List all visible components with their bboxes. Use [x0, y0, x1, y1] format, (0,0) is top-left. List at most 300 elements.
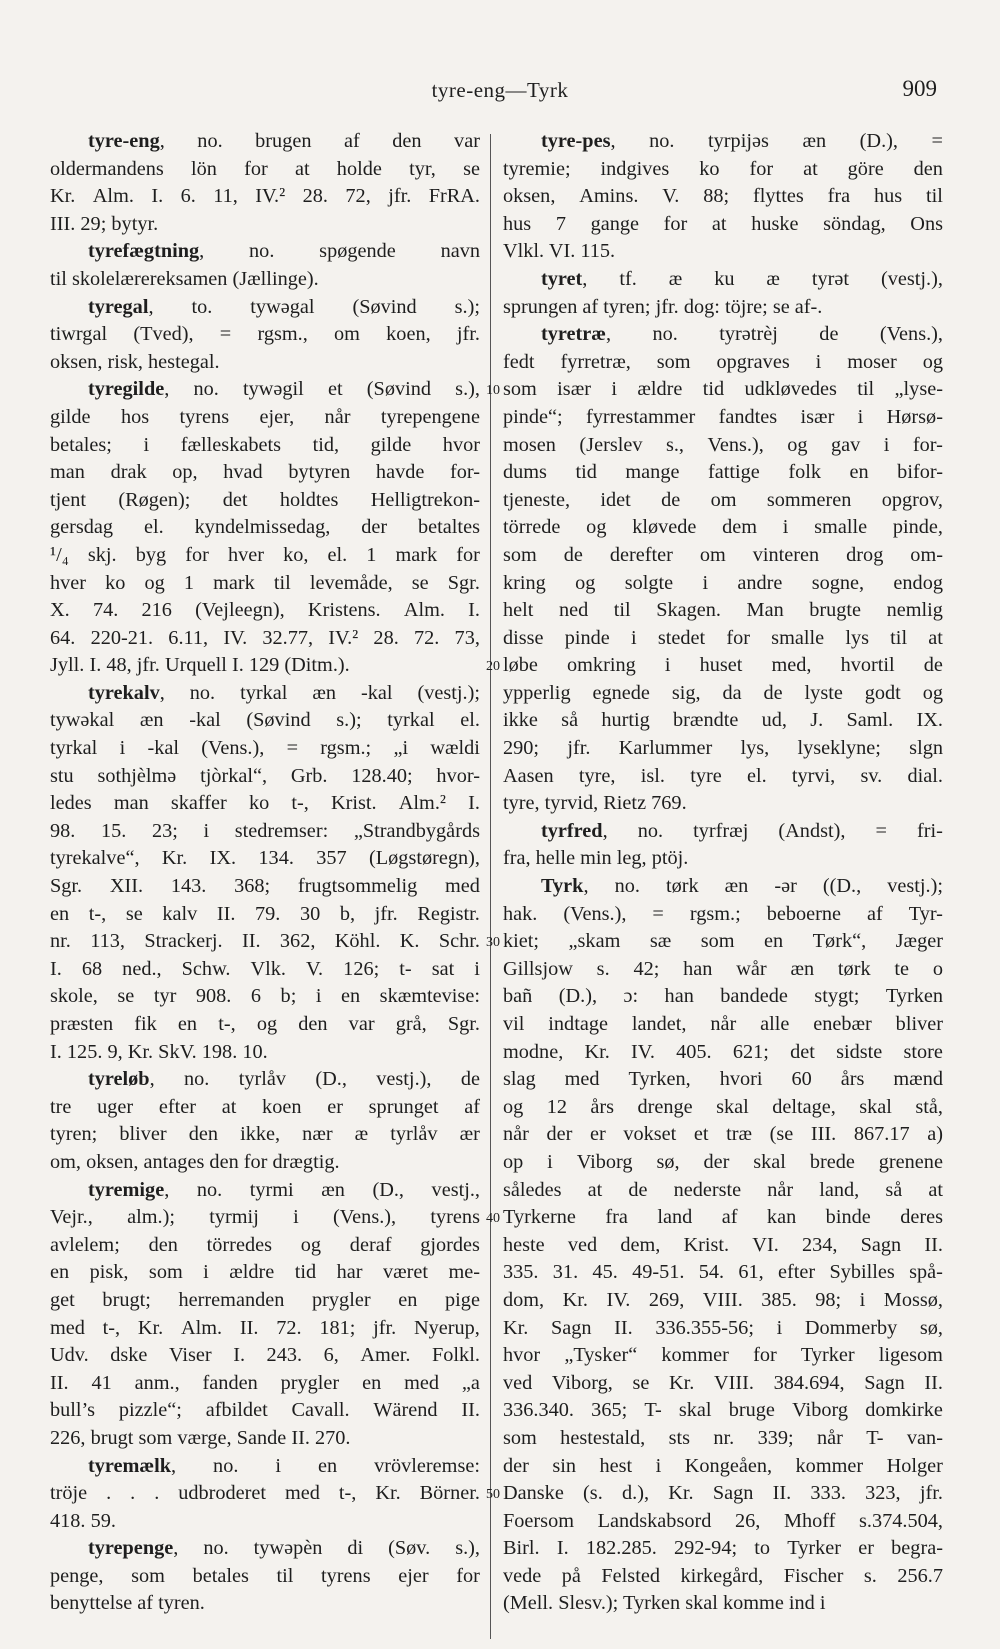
word: at [711, 212, 727, 235]
word: at [928, 1178, 943, 1201]
word: Karlummer [618, 737, 713, 760]
word: at [803, 157, 818, 180]
word: Viser [168, 1344, 212, 1367]
word: vestj.), [376, 1068, 432, 1091]
word: 61, [738, 1261, 764, 1284]
word: brugen [255, 130, 312, 152]
word: med [50, 1316, 85, 1339]
word: (vestj.), [880, 267, 943, 290]
word: fri- [917, 819, 943, 842]
text-line [503, 1177, 943, 1205]
word: andre [737, 571, 783, 594]
headword: tyrfred [541, 819, 603, 842]
text-line [50, 597, 480, 625]
word: oksen, [50, 350, 108, 373]
word: Ons [910, 212, 943, 235]
word: stå, [915, 1095, 943, 1118]
word: tre [50, 1095, 72, 1118]
word: (Vens.), [201, 737, 265, 760]
word: jfr. [373, 1316, 397, 1339]
word: II. [50, 1371, 69, 1394]
word: godt [864, 681, 901, 704]
text-line [50, 404, 480, 432]
word: 357 [316, 847, 347, 870]
word: for [185, 543, 209, 566]
word: holdtes [279, 488, 339, 511]
word: en [341, 985, 361, 1008]
word: op, [172, 461, 198, 484]
word: i [782, 516, 789, 539]
word: fyrretræ, [560, 350, 631, 373]
word: to [754, 1537, 771, 1560]
word: hest [599, 1454, 633, 1477]
word: ligesom [878, 1344, 943, 1367]
word: fyrrestammer [586, 405, 696, 428]
text-line [503, 321, 943, 349]
text-line [503, 1094, 943, 1122]
word: 28. [302, 185, 328, 208]
text-line [50, 901, 480, 929]
word: 226, [50, 1426, 91, 1449]
word: domkirke [865, 1399, 943, 1422]
word: Fischer [783, 1564, 844, 1587]
word: tyrekalve“, [50, 847, 140, 870]
word: Registr. [417, 902, 480, 925]
word: i [547, 1150, 553, 1173]
word: jfr. [136, 654, 165, 677]
word: tyre-pes, [541, 130, 616, 152]
word: til [926, 185, 943, 208]
text-line [503, 1149, 943, 1177]
word: som [503, 378, 537, 401]
word: til [273, 571, 291, 594]
word: det [222, 488, 248, 511]
word: 384.694, [773, 1371, 845, 1394]
word: opgrov, [881, 488, 943, 511]
word: Felsted [601, 1564, 660, 1587]
right-column [486, 128, 943, 1618]
word: III. [810, 1123, 837, 1146]
word: Alm.² [398, 792, 446, 815]
word: sts [668, 1426, 690, 1449]
word: Sagn [712, 1482, 754, 1505]
word: 15. [100, 819, 127, 842]
word: Mossø, [883, 1288, 943, 1311]
word: når [710, 1013, 737, 1035]
word: 333. [810, 1482, 846, 1505]
word: Grb. [290, 764, 328, 787]
word: fedt [503, 350, 535, 373]
word: æn [312, 681, 337, 704]
word: Köhl. [334, 930, 381, 953]
text-line [50, 1563, 480, 1591]
word: i [275, 1454, 282, 1477]
word: I. [50, 957, 62, 980]
word: i [776, 1316, 783, 1339]
word: indtage [548, 1013, 608, 1035]
word: 72. [413, 626, 440, 649]
word: grenene [878, 1150, 943, 1173]
word: smalle [771, 626, 825, 649]
word: en [849, 461, 869, 484]
word: gersdag [50, 516, 114, 539]
word: t-, [338, 1482, 357, 1505]
word: Tyrken, [628, 1068, 691, 1091]
word: indgives [600, 157, 670, 180]
word: oksen, [86, 1150, 144, 1173]
word: s.); [336, 709, 362, 732]
word: ko [699, 157, 720, 180]
text-line [50, 1370, 480, 1398]
word: og [144, 571, 165, 594]
word: med [285, 1482, 320, 1505]
word: til [857, 378, 875, 401]
word: betales [192, 1564, 249, 1587]
text-line [503, 735, 943, 763]
word: i [883, 433, 890, 456]
word: skal [859, 1095, 892, 1118]
word: tywəgil [242, 378, 304, 401]
word: i [315, 985, 322, 1008]
word: anm., [134, 1371, 180, 1394]
text-line [50, 1535, 480, 1563]
word: sig, [671, 681, 701, 704]
word: el. [143, 516, 164, 539]
word: mark [395, 543, 438, 566]
word: no. [197, 130, 223, 152]
word: törredes [206, 1233, 272, 1256]
headword: tyremælk [88, 1454, 171, 1477]
word: tyrepenge, [88, 1537, 179, 1560]
word: de [563, 543, 583, 566]
word: skaffer [170, 792, 227, 815]
word: præsten [50, 1013, 114, 1035]
word: Hørsø- [886, 405, 943, 428]
word: i [203, 819, 210, 842]
word: 32.77, [262, 626, 314, 649]
word: 26, [734, 1509, 761, 1532]
word: avlelem; [50, 1233, 120, 1256]
word: en [50, 1261, 70, 1284]
word: 323, [865, 1482, 901, 1505]
word: kan [766, 1206, 797, 1229]
word: i [203, 1261, 209, 1284]
word: flyttes [753, 185, 804, 208]
word: om- [910, 543, 943, 566]
word: de [819, 323, 839, 346]
word: 49-51. [632, 1261, 685, 1284]
word: 73, [454, 626, 480, 649]
text-line [503, 1315, 943, 1343]
word: til [276, 1564, 294, 1587]
word: sothjèlmə [97, 764, 177, 787]
word: t-, [291, 792, 309, 815]
word: brændte [673, 709, 739, 732]
word: tywəgal [250, 295, 315, 318]
word: 198. [201, 1040, 243, 1063]
word: 243. [266, 1344, 303, 1367]
word: på [561, 1564, 581, 1587]
word: den [148, 1233, 178, 1256]
word: (Andst), [778, 819, 846, 842]
text-line [503, 845, 943, 873]
word: æn [139, 709, 164, 732]
text-line [50, 183, 480, 211]
word: skolelærereksamen [71, 267, 233, 290]
word: (Søvind [366, 378, 432, 401]
word: (Vens.), [563, 902, 627, 925]
text-line [50, 652, 480, 680]
word: huset [699, 654, 743, 677]
word: Sybilles [829, 1261, 895, 1284]
text-line [503, 211, 943, 239]
word: ned., [122, 957, 162, 980]
word: vil [503, 1013, 525, 1035]
word: især [800, 405, 835, 428]
text-line [50, 1039, 480, 1067]
word: var [454, 130, 480, 152]
word: (Røgen); [118, 488, 191, 511]
word: Wärend [373, 1399, 438, 1422]
word: tf. [619, 267, 637, 290]
word: s.); [454, 295, 480, 318]
word: pisk, [89, 1261, 129, 1284]
text-line [50, 625, 480, 653]
word: 28. [373, 626, 399, 649]
word: for [243, 1150, 273, 1173]
word: IX. [916, 709, 943, 732]
word: land [657, 1206, 693, 1229]
word: tyremige, [88, 1178, 170, 1201]
text-line [503, 1066, 943, 1094]
word: Udv. [50, 1344, 89, 1367]
word: 113, [90, 930, 125, 953]
word: i [857, 405, 864, 428]
word: af-. [794, 295, 823, 318]
word: var [348, 1013, 375, 1035]
word: der [503, 1454, 529, 1477]
text-line [50, 1425, 480, 1453]
word: tyrkal [387, 709, 435, 732]
word: der [703, 1150, 730, 1173]
word: Kr. [562, 1288, 588, 1311]
word: Amer. [360, 1344, 411, 1367]
word: (s. [583, 1482, 603, 1505]
word: et [327, 378, 343, 401]
word: 30 [299, 902, 321, 925]
word: tid, [312, 433, 340, 456]
word: no. [649, 130, 675, 152]
word: i [631, 626, 637, 649]
word: ((D., [822, 875, 862, 898]
word: tyren. [158, 1592, 205, 1615]
word: tyrət [811, 267, 850, 290]
line-number: 20 [486, 659, 500, 675]
word: IV.² [255, 185, 286, 208]
word: (D.), [558, 985, 598, 1008]
word: tyrvi, [791, 764, 836, 787]
word: 181; [319, 1316, 356, 1339]
word: og [575, 571, 596, 594]
headword: tyreløb [88, 1068, 150, 1091]
page-number: 909 [902, 76, 937, 101]
word: sat [431, 957, 455, 980]
text-line [50, 1508, 480, 1536]
word: så [561, 709, 579, 732]
word: dem [722, 516, 758, 539]
word: K. [399, 930, 420, 953]
word: af [721, 1206, 738, 1229]
word: X. [50, 599, 70, 622]
word: vede [503, 1564, 542, 1587]
word: „i [393, 737, 409, 760]
word: holde [336, 157, 382, 180]
word: 74. [92, 599, 119, 622]
word: Kongeåen, [684, 1454, 773, 1477]
word: hestegal. [148, 350, 220, 373]
word: 362, [279, 930, 316, 953]
word: no. [193, 378, 219, 401]
text-line [50, 349, 480, 377]
word: Kr. [161, 847, 188, 870]
word: at [928, 626, 943, 649]
word: IV. [606, 1288, 631, 1311]
word: bandede [720, 985, 788, 1008]
word: 98; [815, 1288, 842, 1311]
word: (D.), [859, 130, 898, 152]
word: el. [327, 543, 348, 566]
word: landet, [631, 1013, 687, 1035]
word: Schr. [438, 930, 480, 953]
word: benyttelse [50, 1592, 138, 1615]
word: 7 [555, 212, 566, 235]
word: stygt; [814, 985, 860, 1008]
word: drægtig. [272, 1150, 340, 1173]
word: års [590, 1095, 615, 1118]
word: der [361, 516, 388, 539]
word: Kr. [584, 1040, 610, 1063]
word: Tyrken [623, 1592, 686, 1615]
text-line [503, 266, 943, 294]
word: sprunget [368, 1095, 439, 1118]
word: ypperlig [503, 681, 571, 704]
word: man [113, 792, 149, 815]
text-line [50, 873, 480, 901]
word: II. [924, 1371, 943, 1394]
word: som [138, 1426, 178, 1449]
word: jfr. [655, 295, 684, 318]
word: Viborg, [551, 1371, 613, 1394]
word: VI. [752, 1233, 779, 1256]
word: Foersom [503, 1509, 574, 1532]
text-line [503, 625, 943, 653]
word: no. [637, 819, 664, 842]
word: hvori [719, 1068, 763, 1091]
text-line [503, 1397, 943, 1425]
word: æ [766, 267, 780, 290]
word: 98. [50, 819, 76, 842]
word: et [693, 1123, 709, 1146]
text-line [503, 790, 943, 818]
text-line [503, 1425, 943, 1453]
word: V. [662, 185, 680, 208]
word: „lyse- [894, 378, 943, 401]
text-line [50, 763, 480, 791]
text-line [486, 376, 943, 404]
word: når [503, 1123, 529, 1146]
word: pige [445, 1288, 480, 1311]
word: 9, [107, 1040, 128, 1063]
word: tyren; [603, 295, 656, 318]
word: pinde“; [503, 405, 563, 428]
word: b; [280, 985, 297, 1008]
word: deltage, [772, 1095, 836, 1118]
word: Viborg [792, 1399, 848, 1422]
word: tyret, [541, 267, 588, 290]
word: Tyrken [885, 985, 943, 1008]
word: 220-21. [90, 626, 154, 649]
word: i [664, 654, 671, 677]
word: ældre [229, 1261, 275, 1284]
word: VI. [548, 240, 581, 263]
word: sø, [919, 1316, 943, 1339]
word: at [294, 157, 310, 180]
word: tyrətrèj [719, 323, 778, 346]
text-line [50, 294, 480, 322]
word: isl. [640, 764, 665, 787]
word: kirkegård, [680, 1564, 764, 1587]
word: se [411, 571, 429, 594]
word: som [503, 543, 537, 566]
text-line [503, 459, 943, 487]
word: Mhoff [783, 1509, 836, 1532]
word: 769. [651, 792, 687, 815]
word: en [50, 902, 70, 925]
word: tyrens [430, 1206, 480, 1229]
word: skal [685, 1592, 723, 1615]
word: (Vens.), [879, 323, 943, 346]
word: gilde [50, 405, 91, 428]
word: XII. [109, 875, 144, 898]
word: vrövleremse: [374, 1454, 480, 1477]
word: . [154, 1482, 160, 1505]
word: Rietz [603, 792, 652, 815]
word: 134. [258, 847, 294, 870]
word: te [894, 957, 910, 980]
text-line [503, 487, 943, 515]
word: 12 [546, 1095, 567, 1118]
word: hak. [503, 902, 538, 925]
word: tyremie; [503, 157, 571, 180]
word: hver [50, 571, 87, 594]
word: at [587, 1178, 603, 1201]
word: tørk [837, 957, 871, 980]
headword: tyrekalv [88, 681, 160, 704]
word: Alm. [181, 1316, 223, 1339]
word: tyrfred, [541, 819, 608, 842]
word: navn [440, 240, 480, 263]
word: stedremser: [234, 819, 329, 842]
word: kalv [162, 902, 198, 925]
headword: tyremige [88, 1178, 165, 1201]
word: jfr. [567, 737, 591, 760]
word: land, [819, 1178, 860, 1201]
word: II. [291, 1426, 315, 1449]
word: stedet [657, 626, 706, 649]
word: den [913, 157, 943, 180]
word: 10. [242, 1040, 268, 1063]
word: års [840, 1068, 865, 1091]
